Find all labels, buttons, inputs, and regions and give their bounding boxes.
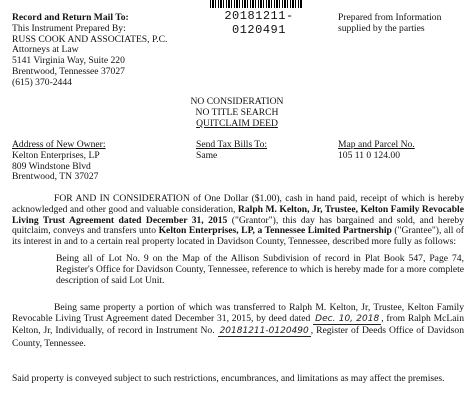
title-no-consideration: NO CONSIDERATION bbox=[190, 96, 284, 107]
consideration-paragraph bbox=[12, 194, 464, 248]
grantee-name: Kelton Enterprises, LP, a Tennessee Limited Partnership bbox=[158, 225, 392, 237]
deed-title-block bbox=[150, 97, 324, 129]
grantor-name: Ralph M. Kelton, Jr, Trustee, Kelton Family Revocable Living Trust Agreement dated December 31, 2015 bbox=[12, 203, 464, 226]
return-address-block bbox=[12, 13, 212, 89]
p3-text-b: , from Ralph McLain Kelton, Jr, Individually, of record in Instrument No. bbox=[12, 313, 465, 337]
restrictions-paragraph: Said property is conveyed subject to such restrictions, encumbrances, and limitations as may affect the premises. bbox=[12, 373, 445, 384]
record-return-heading: Record and Return Mail To: bbox=[12, 12, 129, 23]
barcode-graphic bbox=[210, 0, 302, 8]
p1-text-a: FOR AND IN CONSIDERATION of One Dollar ($1.00), cash in hand paid, receipt of which is hereby acknowledged and other good and valuable consideration, bbox=[12, 193, 464, 215]
p1-text-e: ("Grantee"), all of its interest in and to a certain real property located in Davidson County, Tennessee, described more fully as follows: bbox=[12, 225, 464, 248]
firm-name: RUSS COOK AND ASSOCIATES, P.C. bbox=[12, 33, 168, 45]
firm-city: Brentwood, Tennessee 37027 bbox=[12, 65, 125, 77]
title-no-title-search: NO TITLE SEARCH bbox=[195, 106, 279, 118]
new-owner-street: 809 Windstone Blvd bbox=[12, 160, 91, 172]
parcel-value: 105 11 0 124.00 bbox=[338, 149, 401, 161]
tax-bills-value: Same bbox=[196, 149, 218, 161]
document-number: 20181211-0120491 bbox=[224, 9, 294, 37]
p3-text-a: Being same property a portion of which was transferred to Ralph M. Kelton, Jr, Trustee, Kelton Family Revocable Living Trust Agreement dated December 31, 2015, by deed dated bbox=[12, 302, 464, 325]
prepared-info-line-2: supplied by the parties bbox=[338, 22, 425, 34]
title-quitclaim-deed: QUITCLAIM DEED bbox=[196, 117, 278, 129]
tax-bills-heading: Send Tax Bills To: bbox=[196, 139, 268, 150]
new-owner-city: Brentwood, TN 37027 bbox=[12, 171, 99, 183]
new-owner-heading: Address of New Owner: bbox=[12, 139, 106, 150]
firm-subtitle: Attorneys at Law bbox=[12, 44, 79, 56]
new-owner-name: Kelton Enterprises, LP bbox=[12, 149, 100, 161]
p3-text-c: , Register of Deeds Office of Davidson County, Tennessee. bbox=[12, 325, 464, 349]
firm-street: 5141 Virginia Way, Suite 220 bbox=[12, 55, 125, 67]
firm-phone: (615) 370-2444 bbox=[12, 76, 72, 88]
tax-bills-block bbox=[196, 140, 326, 162]
new-owner-block bbox=[12, 140, 182, 183]
prepared-by-label: This Instrument Prepared By: bbox=[12, 22, 126, 34]
parcel-heading: Map and Parcel No. bbox=[338, 139, 415, 150]
p1-text-c: ("Grantor"), this day has bargained and sold, and hereby quitclaim, conveys and transfers unto bbox=[12, 214, 464, 237]
prepared-info-block bbox=[338, 13, 468, 35]
prepared-info-line-1: Prepared from Information bbox=[338, 12, 442, 23]
handwritten-instrument-number: 20181211-0120490 bbox=[219, 326, 309, 337]
handwritten-deed-date: Dec. 10, 2018 bbox=[315, 314, 380, 325]
lot-description-paragraph: Being all of Lot No. 9 on the Map of the Allison Subdivision of record in Plat Book 547, Page 74, Register's Office for Davidson County, Tennessee, reference to which is hereby made for a more complete description of said Lot Unit. bbox=[56, 253, 464, 286]
prior-transfer-paragraph bbox=[12, 302, 464, 349]
parcel-block bbox=[338, 140, 468, 162]
